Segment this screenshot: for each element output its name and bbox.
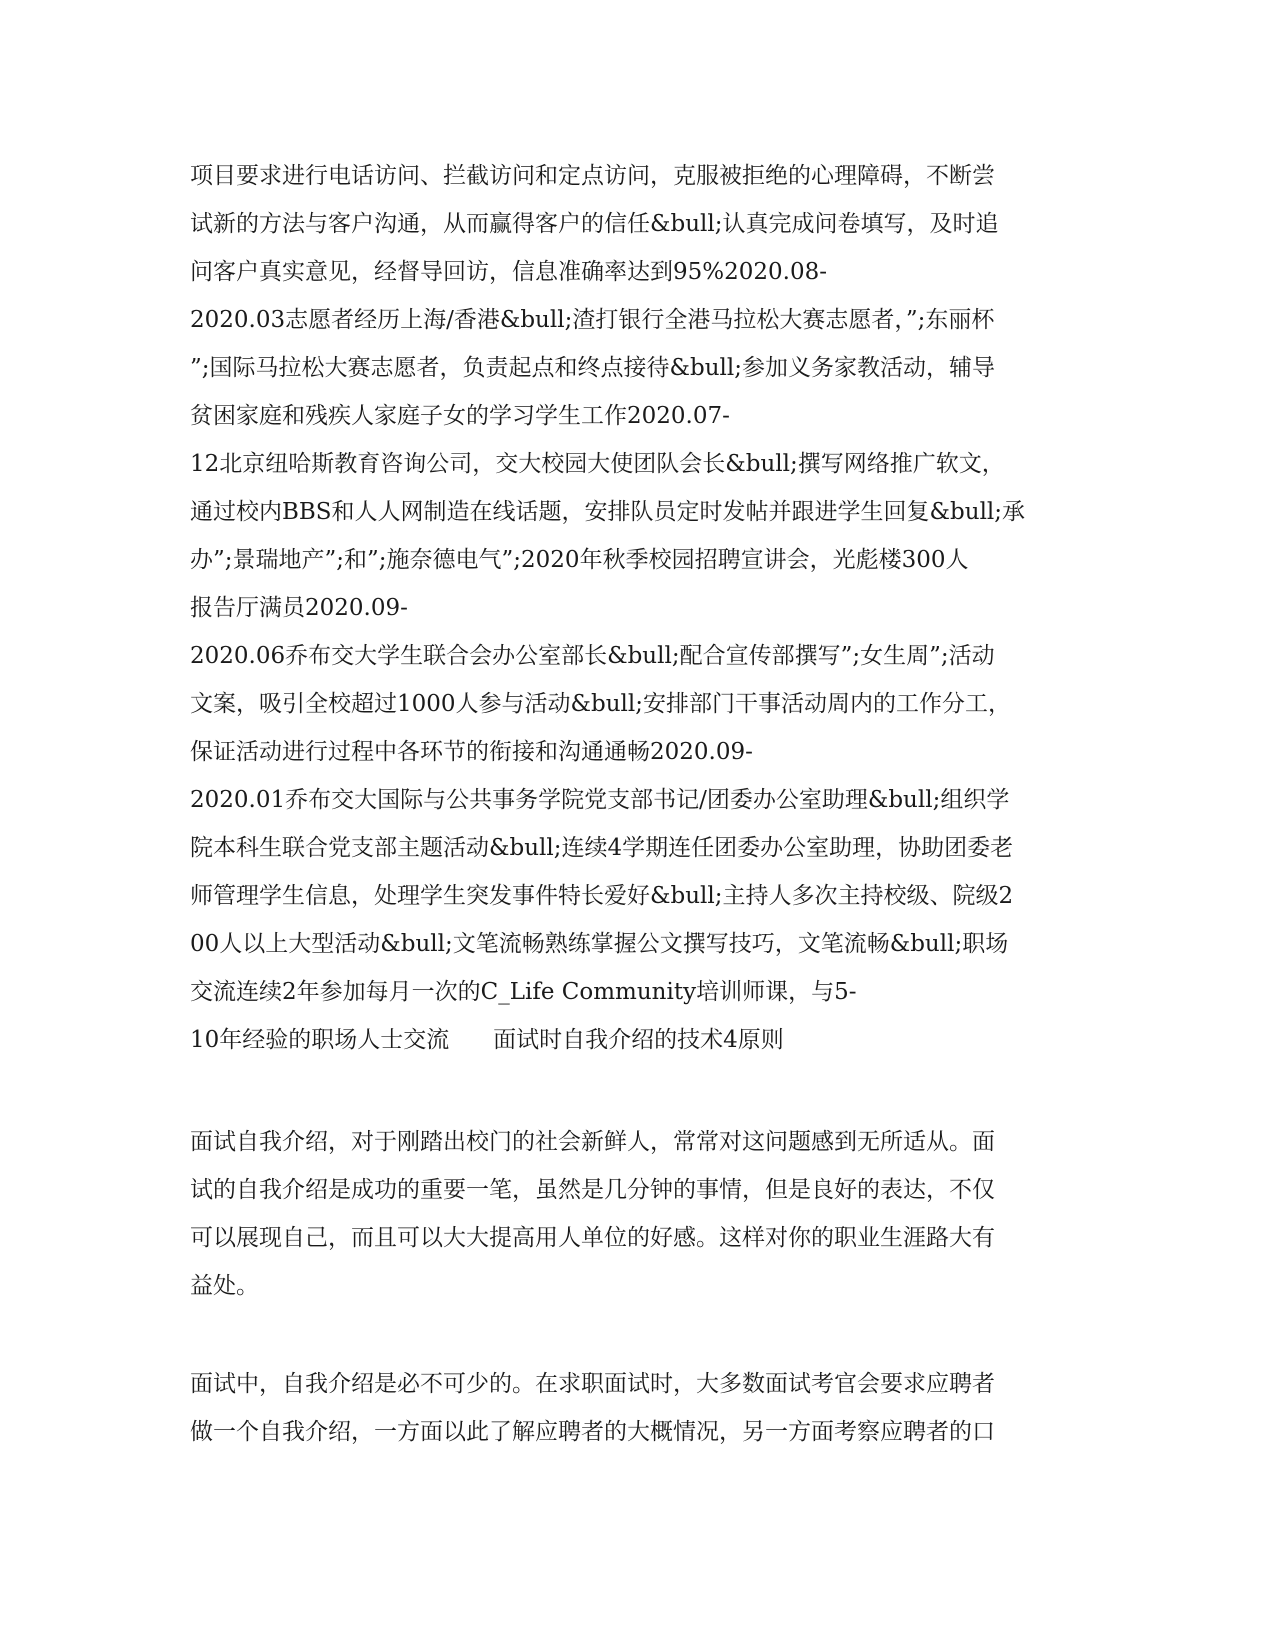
text-line: 院本科生联合党支部主题活动&bull;连续4学期连任团委办公室助理，协助团委老 — [190, 835, 1014, 861]
text-line: 00人以上大型活动&bull;文笔流畅熟练掌握公文撰写技巧，文笔流畅&bull;职场 — [190, 931, 1009, 957]
text-line: 保证活动进行过程中各环节的衔接和沟通通畅2020.09- — [190, 739, 753, 765]
text-line: 项目要求进行电话访问、拦截访问和定点访问，克服被拒绝的心理障碍，不断尝 — [190, 163, 995, 189]
text-line: ”;国际马拉松大赛志愿者，负责起点和终点接待&bull;参加义务家教活动，辅导 — [190, 355, 995, 381]
text-line: 问客户真实意见，经督导回访，信息准确率达到95%2020.08- — [190, 259, 828, 285]
text-line: 交流连续2年参加每月一次的C_Life Community培训师课，与5- — [190, 979, 857, 1005]
text-line: 办”;景瑞地产”;和”;施奈德电气”;2020年秋季校园招聘宣讲会，光彪楼300人 — [190, 547, 969, 573]
paragraph-resume-experience — [190, 152, 1070, 1064]
text-line: 面试自我介绍，对于刚踏出校门的社会新鲜人，常常对这问题感到无所适从。面 — [190, 1129, 995, 1155]
text-line: 试的自我介绍是成功的重要一笔，虽然是几分钟的事情，但是良好的表达，不仅 — [190, 1177, 995, 1203]
text-line: 面试中，自我介绍是必不可少的。在求职面试时，大多数面试考官会要求应聘者 — [190, 1371, 995, 1397]
text-line: 文案，吸引全校超过1000人参与活动&bull;安排部门干事活动周内的工作分工， — [190, 691, 1012, 717]
text-line: 报告厅满员2020.09- — [190, 595, 408, 621]
paragraph-self-intro — [190, 1118, 1070, 1310]
text-line: 2020.06乔布交大学生联合会办公室部长&bull;配合宣传部撰写”;女生周”;活动 — [190, 643, 995, 669]
text-line: 2020.03志愿者经历上海/香港&bull;渣打银行全港马拉松大赛志愿者，”;东丽杯 — [190, 307, 995, 333]
text-line: 2020.01乔布交大国际与公共事务学院党支部书记/团委办公室助理&bull;组织学 — [190, 787, 1010, 813]
paragraph-interview — [190, 1360, 1070, 1456]
text-line: 师管理学生信息，处理学生突发事件特长爱好&bull;主持人多次主持校级、院级2 — [190, 883, 1014, 909]
text-line: 12北京纽哈斯教育咨询公司，交大校园大使团队会长&bull;撰写网络推广软文， — [190, 451, 1005, 477]
text-line: 试新的方法与客户沟通，从而赢得客户的信任&bull;认真完成问卷填写，及时追 — [190, 211, 999, 237]
text-line: 通过校内BBS和人人网制造在线话题，安排队员定时发帖并跟进学生回复&bull;承 — [190, 499, 1026, 525]
text-line: 可以展现自己，而且可以大大提高用人单位的好感。这样对你的职业生涯路大有 — [190, 1225, 995, 1251]
text-line: 做一个自我介绍，一方面以此了解应聘者的大概情况，另一方面考察应聘者的口 — [190, 1419, 995, 1445]
text-line: 10年经验的职场人士交流 面试时自我介绍的技术4原则 — [190, 1027, 784, 1053]
text-line: 益处。 — [190, 1273, 259, 1299]
text-line: 贫困家庭和残疾人家庭子女的学习学生工作2020.07- — [190, 403, 730, 429]
